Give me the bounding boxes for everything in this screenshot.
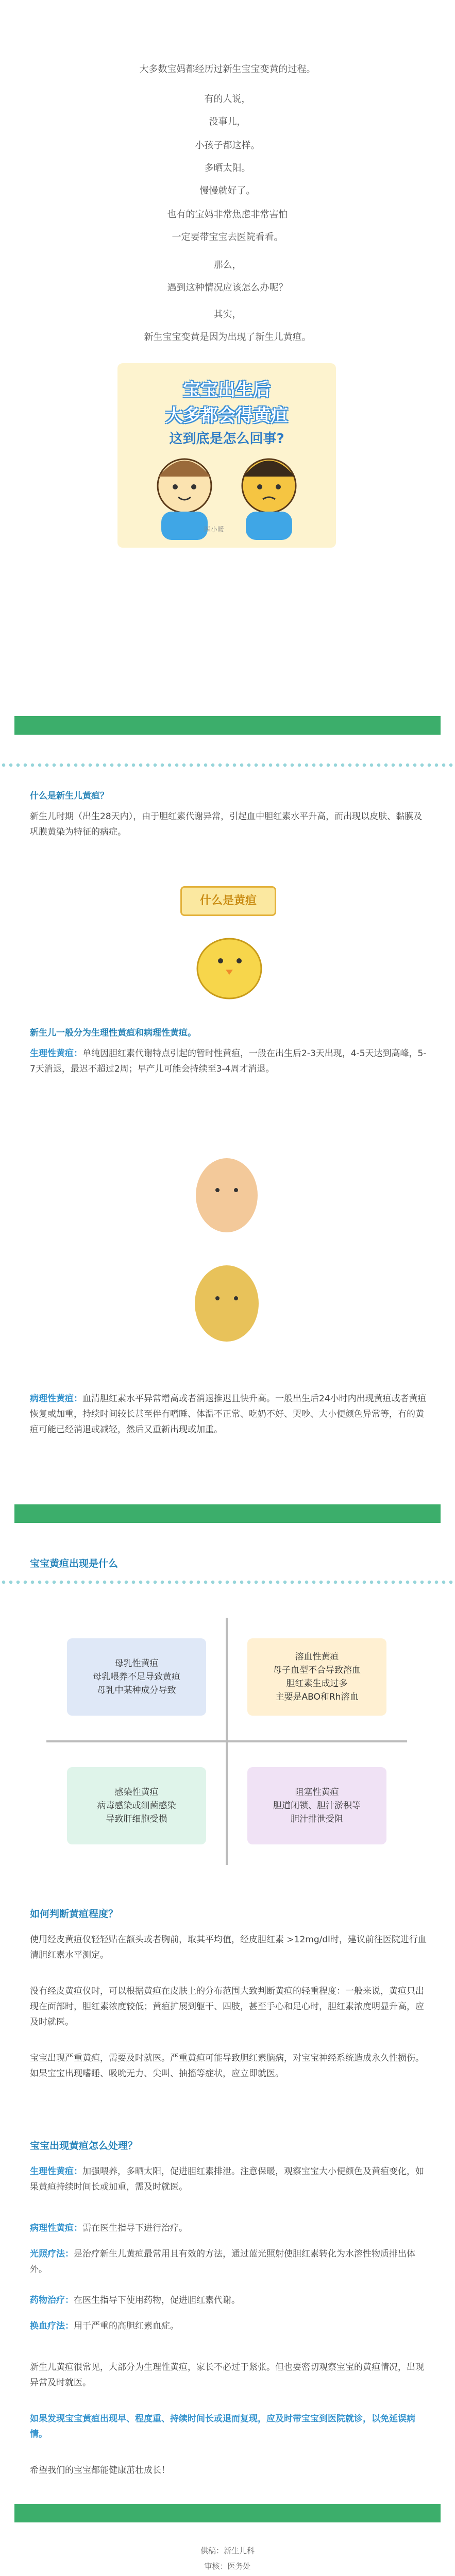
closing-p1: 新生儿黄疸很常见，大部分为生理性黄疸，家长不必过于紧张。但也要密切观察宝宝的黄疸情况，出现异常及时就医。 bbox=[30, 2362, 424, 2388]
label: 生理性黄疸： bbox=[30, 2166, 82, 2177]
section1-p3 bbox=[30, 1391, 427, 1437]
care-item bbox=[30, 2293, 427, 2308]
chick-icon bbox=[186, 917, 273, 1005]
intro-line: 一定要带宝宝去医院看看。 bbox=[172, 232, 283, 243]
intro-line: 多晒太阳。 bbox=[204, 163, 251, 174]
care-item bbox=[30, 2246, 427, 2277]
cause-box-infection: 感染性黄疸 病毒感染或细菌感染 导致肝细胞受损 bbox=[67, 1767, 206, 1844]
closing-p3: 希望我们的宝宝都能健康茁壮成长！ bbox=[30, 2465, 170, 2476]
label: 光照疗法： bbox=[30, 2249, 74, 2259]
section-divider-top bbox=[14, 716, 441, 735]
intro-line: 也有的宝妈非常焦虑非常害怕 bbox=[167, 209, 288, 220]
sticker-illustration bbox=[149, 886, 304, 1005]
label: 药物治疗： bbox=[30, 2295, 74, 2306]
care-item bbox=[30, 2318, 427, 2334]
intro-line: 有的人说， bbox=[204, 94, 251, 105]
cause-box-obstructive: 阻塞性黄疸 胆道闭锁、胆汁淤积等 胆汁排泄受阻 bbox=[247, 1767, 386, 1844]
label: 换血疗法： bbox=[30, 2321, 74, 2331]
banner-line-2: 大多都会得黄疸 bbox=[165, 405, 288, 426]
banner-line-1: 宝宝出生后 bbox=[183, 380, 271, 400]
question-heading: 新生儿一般分为生理性黄疸和病理性黄疸。 bbox=[30, 1028, 196, 1038]
text: 加强喂养，多晒太阳，促进胆红素排泄。注意保暖，观察宝宝大小便颜色及黄疸变化，如果黄疸持续时间长或加重，需及时就医。 bbox=[30, 2166, 424, 2192]
closing-p2: 如果发现宝宝黄疸出现早、程度重、持续时间长或退而复现，应及时带宝宝到医院就诊，以免延误病情。 bbox=[30, 2414, 415, 2439]
intro-line: 那么， bbox=[213, 260, 242, 270]
intro-line: 慢慢就好了。 bbox=[199, 185, 256, 196]
how-p2: 没有经皮黄疸仪时，可以根据黄疸在皮肤上的分布范围大致判断黄疸的轻重程度：一般来说，黄疸只出现在面部时，胆红素浓度较低；黄疸扩展到躯干、四肢，甚至手心和足心时，胆红素浓度明显升高，应及时就医。 bbox=[30, 1986, 424, 2027]
section1-p1: 新生儿时期（出生28天内），由于胆红素代谢异常，引起血中胆红素水平升高，而出现以皮肤、黏膜及巩膜黄染为特征的病症。 bbox=[30, 811, 423, 837]
baby-photos bbox=[180, 1149, 273, 1355]
babies-illustration bbox=[138, 450, 315, 543]
text: 血清胆红素水平异常增高或者消退推迟且快升高。一般出生后24小时内出现黄疸或者黄疸恢复或加重，持续时间较长甚至伴有嗜睡、体温不正常、吃奶不好、哭吵、大小便颜色异常等，有的黄疸可能已经消退或减轻，然后又重新出现或加重。 bbox=[30, 1394, 427, 1435]
intro-line: 没事儿， bbox=[209, 116, 246, 127]
care-title: 宝宝出现黄疸怎么处理？ bbox=[30, 2140, 138, 2151]
text: 需在医生指导下进行治疗。 bbox=[82, 2223, 188, 2233]
label: 生理性黄疸： bbox=[30, 1048, 82, 1059]
banner-line-3: 这到底是怎么回事? bbox=[169, 431, 284, 447]
label: 病理性黄疸： bbox=[30, 2223, 82, 2233]
sticker-label: 什么是黄疸 bbox=[180, 886, 276, 916]
causes-diagram bbox=[46, 1618, 407, 1865]
text: 是治疗新生儿黄疸最常用且有效的方法，通过蓝光照射使胆红素转化为水溶性物质排出体外。 bbox=[30, 2249, 415, 2275]
banner-illustration bbox=[117, 363, 336, 548]
cause-box-hemolytic: 溶血性黄疸 母子血型不合导致溶血 胆红素生成过多 主要是ABO和Rh溶血 bbox=[247, 1638, 386, 1716]
dots-divider bbox=[0, 761, 455, 769]
intro-line: 新生宝宝变黄是因为出现了新生儿黄疸。 bbox=[144, 332, 311, 343]
horizontal-axis bbox=[46, 1740, 407, 1742]
care-item bbox=[30, 2221, 427, 2236]
text: 在医生指导下使用药物，促进胆红素代谢。 bbox=[74, 2295, 240, 2306]
how-p1: 使用经皮黄疸仪轻轻贴在额头或者胸前，取其平均值，经皮胆红素 >12mg/dl时，建议前往医院进行血清胆红素水平测定。 bbox=[30, 1935, 427, 1960]
section-divider-middle bbox=[14, 1504, 441, 1523]
intro-line: 遇到这种情况应该怎么办呢？ bbox=[167, 282, 288, 293]
intro-line: 其实， bbox=[213, 309, 242, 320]
how-title: 如何判断黄疸程度？ bbox=[30, 1908, 119, 1920]
intro-line: 大多数宝妈都经历过新生宝宝变黄的过程。 bbox=[139, 64, 316, 75]
text: 单纯因胆红素代谢特点引起的暂时性黄疸，一般在出生后2-3天出现，4-5天达到高峰，5-7天消退，最迟不超过2周；早产儿可能会持续至3-4周才消退。 bbox=[30, 1048, 427, 1074]
intro-line: 小孩子都这样。 bbox=[195, 140, 260, 151]
section1-q2 bbox=[30, 1025, 427, 1041]
section1-q1 bbox=[30, 788, 427, 804]
credit-line: 审核：医务处 bbox=[204, 2562, 251, 2571]
cause-box-breastmilk: 母乳性黄疸 母乳喂养不足导致黄疸 母乳中某种成分导致 bbox=[67, 1638, 206, 1716]
jaundiced-baby-icon bbox=[180, 1149, 273, 1355]
banner-credit: 医小暖 bbox=[204, 526, 225, 534]
section1-p2 bbox=[30, 1046, 427, 1077]
dots-divider bbox=[0, 1579, 455, 1586]
how-p3: 宝宝出现严重黄疸，需要及时就医。严重黄疸可能导致胆红素脑病，对宝宝神经系统造成永久性损伤。如果宝宝出现嗜睡、吸吮无力、尖叫、抽搐等症状，应立即就医。 bbox=[30, 2053, 424, 2079]
question-heading: 什么是新生儿黄疸？ bbox=[30, 791, 109, 801]
label: 病理性黄疸： bbox=[30, 1394, 82, 1404]
credit-line: 供稿：新生儿科 bbox=[200, 2546, 255, 2555]
section2-title: 宝宝黄疸出现是什么 bbox=[30, 1558, 119, 1569]
section-divider-bottom bbox=[14, 2504, 441, 2522]
care-item bbox=[30, 2164, 427, 2195]
text: 用于严重的高胆红素血症。 bbox=[74, 2321, 179, 2331]
